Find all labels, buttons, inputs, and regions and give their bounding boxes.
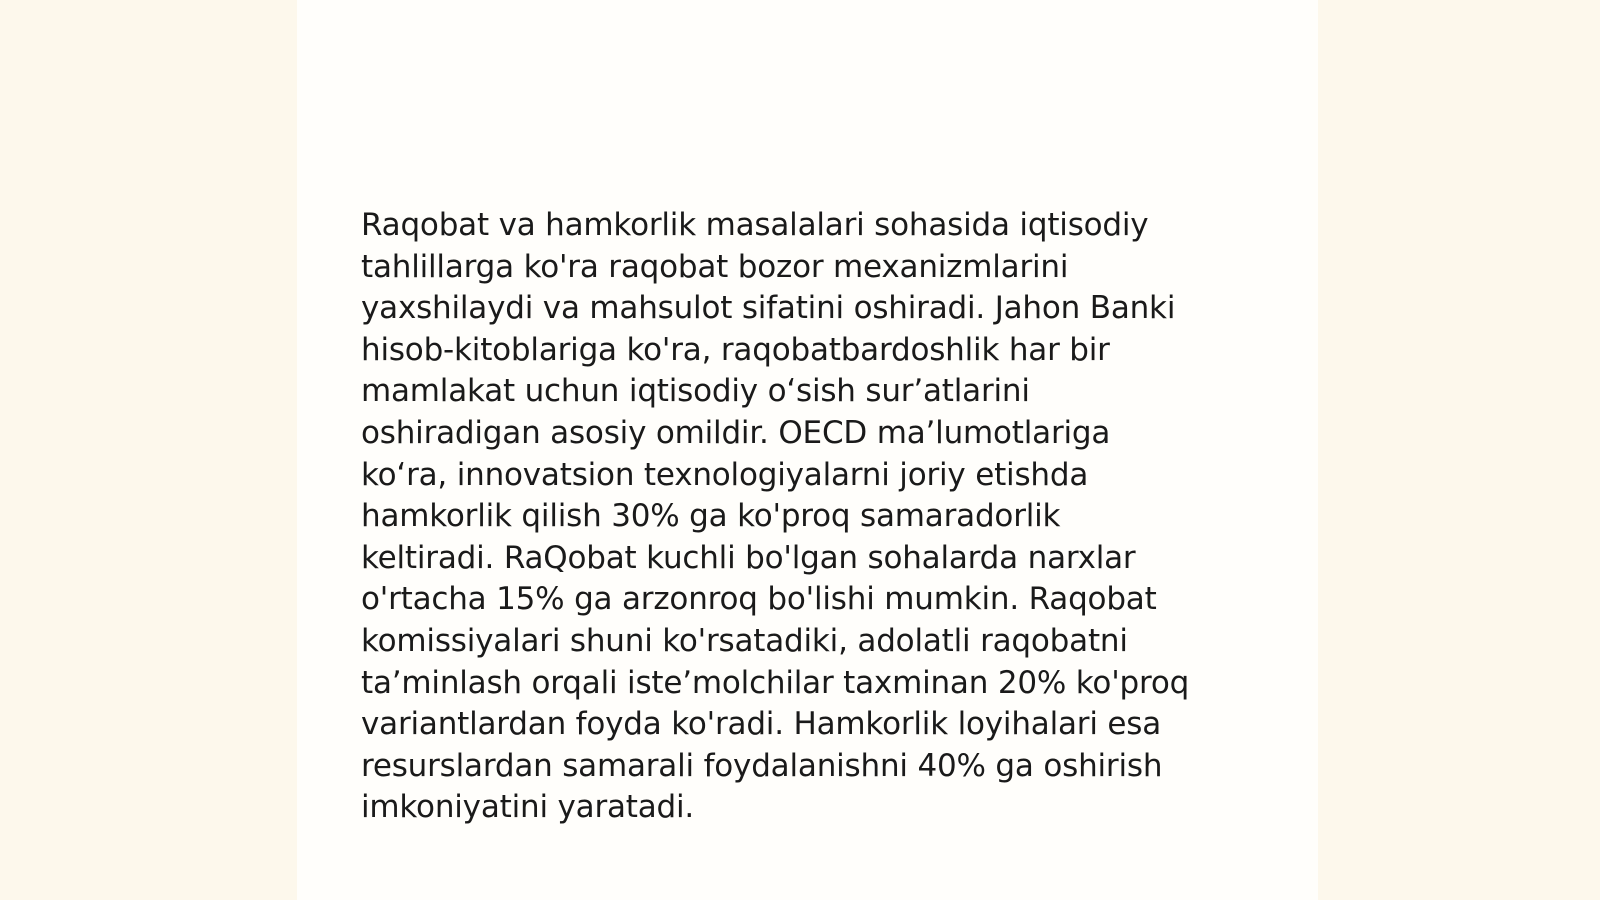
text-line: hamkorlik qilish 30% ga ko'proq samaradorlik <box>361 498 1061 535</box>
text-line: oshiradigan asosiy omildir. OECD ma’lumotlariga <box>361 414 1111 451</box>
text-line: ta’minlash orqali iste’molchilar taxminan 20% ko'proq <box>361 664 1190 701</box>
right-margin <box>1318 0 1600 900</box>
text-line: resurslardan samarali foydalanishni 40% ga oshirish <box>361 747 1163 784</box>
text-line: imkoniyatini yaratadi. <box>361 789 695 826</box>
text-line: yaxshilaydi va mahsulot sifatini oshiradi. Jahon Banki <box>361 290 1176 327</box>
text-line: ko‘ra, innovatsion texnologiyalarni joriy etishda <box>361 456 1089 493</box>
text-line: Raqobat va hamkorlik masalalari sohasida iqtisodiy <box>361 207 1149 243</box>
text-line: variantlardan foyda ko'radi. Hamkorlik loyihalari esa <box>361 706 1162 743</box>
text-line: komissiyalari shuni ko'rsatadiki, adolatli raqobatni <box>361 622 1128 659</box>
document-page <box>297 0 1318 900</box>
text-line: hisob-kitoblariga ko'ra, raqobatbardoshlik har bir <box>361 331 1110 368</box>
text-line: keltiradi. RaQobat kuchli bo'lgan sohalarda narxlar <box>361 539 1136 576</box>
left-margin <box>0 0 297 900</box>
text-line: tahlillarga ko'ra raqobat bozor mexanizmlarini <box>361 248 1069 285</box>
body-paragraph <box>361 205 1241 829</box>
text-line: o'rtacha 15% ga arzonroq bo'lishi mumkin. Raqobat <box>361 581 1157 618</box>
text-line: mamlakat uchun iqtisodiy o‘sish sur’atlarini <box>361 373 1030 410</box>
